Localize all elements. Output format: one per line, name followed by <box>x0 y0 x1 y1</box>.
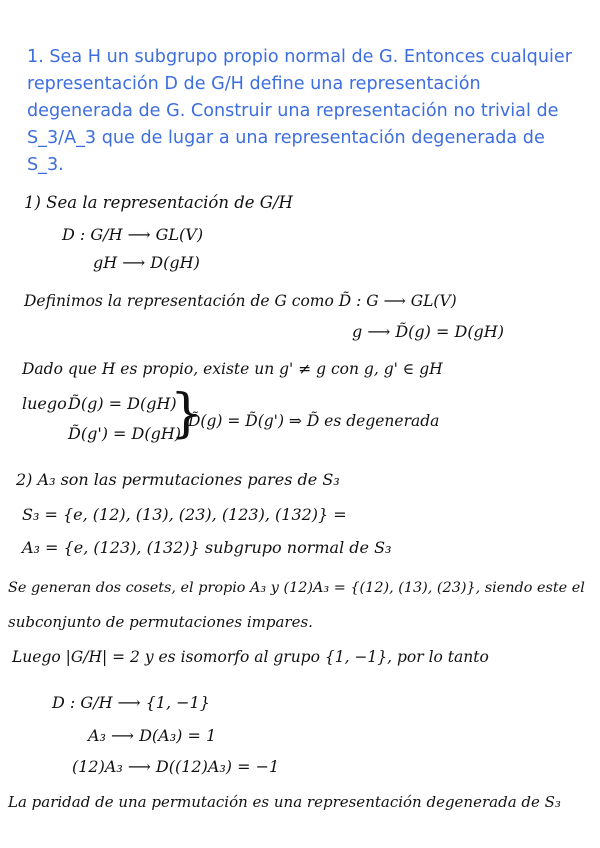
s3-elements: S₃ = {e, (12), (13), (23), (123), (132)} = <box>22 505 347 524</box>
luego-label: luego <box>22 394 67 413</box>
map-12a3: (12)A₃ ⟶ D((12)A₃) = −1 <box>72 757 280 776</box>
degenerate-conclusion: D̃(g) = D̃(g') ⇒ D̃ es degenerada <box>188 412 440 430</box>
define-map-line: g ⟶ D̃(g) = D(gH) <box>352 322 504 341</box>
problem-statement: 1. Sea H un subgrupo propio normal de G. Entonces cualquier representación D de G/H define una representación degenerada de G. Construir una representación no trivial de S_3/A_3 que de lugar a una representación degenerada de S_3. <box>27 47 572 175</box>
part1-heading: 1) Sea la representación de G/H <box>24 193 293 212</box>
map-d-line: D : G/H ⟶ GL(V) <box>62 225 204 244</box>
final-statement: La paridad de una permutación es una representación degenerada de S₃ <box>8 793 561 811</box>
define-representation-line: Definimos la representación de G como D̃ : G ⟶ GL(V) <box>24 292 457 310</box>
map-d-quotient: D : G/H ⟶ {1, −1} <box>52 693 210 712</box>
cosets-line-1: Se generan dos cosets, el propio A₃ y (12)A₃ = {(12), (13), (23)}, siendo este el <box>8 580 585 596</box>
dado-line: Dado que H es propio, existe un g' ≠ g con g, g' ∈ gH <box>22 360 443 378</box>
a3-elements: A₃ = {e, (123), (132)} subgrupo normal de S₃ <box>22 538 392 557</box>
right-brace: } <box>170 384 204 444</box>
map-gh-line: gH ⟶ D(gH) <box>93 253 200 272</box>
map-a3: A₃ ⟶ D(A₃) = 1 <box>88 726 217 745</box>
case1-line: D̃(g) = D(gH) <box>68 394 177 413</box>
part2-heading: 2) A₃ son las permutaciones pares de S₃ <box>16 470 340 489</box>
cosets-line-2: subconjunto de permutaciones impares. <box>8 613 313 631</box>
isomorphic-line: Luego |G/H| = 2 y es isomorfo al grupo {1, −1}, por lo tanto <box>12 648 489 666</box>
case2-line: D̃(g') = D(gH) <box>68 424 182 443</box>
